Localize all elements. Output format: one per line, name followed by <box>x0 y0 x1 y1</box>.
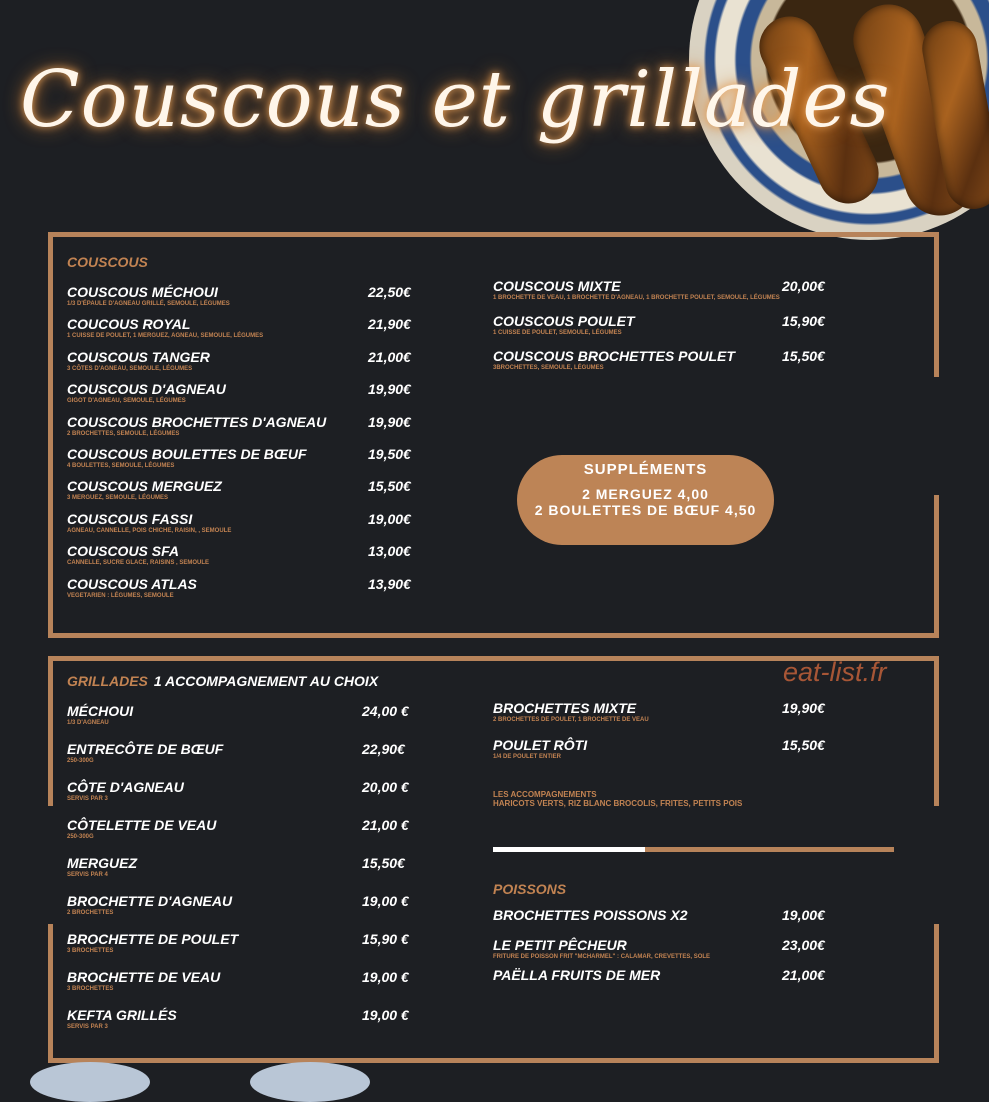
menu-item <box>493 348 735 372</box>
menu-item <box>67 969 220 993</box>
menu-item-description: 1/3 D'ÉPAULE D'AGNEAU GRILLÉ, SEMOULE, LÉGUMES <box>67 301 230 307</box>
menu-item-description: 2 BROCHETTES <box>67 910 114 916</box>
menu-item-price: 15,50€ <box>368 478 411 495</box>
menu-item <box>493 967 660 983</box>
menu-item-price: 20,00€ <box>782 278 825 294</box>
menu-item <box>67 284 230 308</box>
menu-item-description: 3 MERGUEZ, SEMOULE, LÉGUMES <box>67 495 169 502</box>
menu-item-name: COUSCOUS TANGER <box>67 348 210 365</box>
menu-item-name: CÔTE D'AGNEAU <box>67 779 184 795</box>
menu-item-description: 1 BROCHETTE DE VEAU, 1 BROCHETTE D'AGNEAU, 1 BROCHETTE POULET, SEMOULE, LÉGUMES <box>493 295 780 301</box>
grillades-subtitle: 1 ACCOMPAGNEMENT AU CHOIX <box>153 673 379 689</box>
menu-item-name: MÉCHOUI <box>67 703 134 719</box>
menu-item-price: 19,00€ <box>368 510 411 527</box>
menu-item-name: BROCHETTE D'AGNEAU <box>67 893 233 909</box>
menu-item-name: COUSCOUS BOULETTES DE BŒUF <box>67 446 307 462</box>
menu-item <box>493 313 635 337</box>
menu-item-description: 2 BROCHETTES, SEMOULE, LÉGUMES <box>67 430 180 437</box>
menu-item-name: KEFTA GRILLÉS <box>67 1007 177 1023</box>
menu-item <box>67 779 184 803</box>
menu-item <box>67 703 133 727</box>
bottom-plate-2 <box>250 1062 370 1102</box>
menu-item-description: CANNELLE, SUCRE GLACE, RAISINS , SEMOULE <box>67 560 210 567</box>
divider-copper <box>645 847 894 852</box>
accompaniments-list: HARICOTS VERTS, RIZ BLANC BROCOLIS, FRITES, PETITS POIS <box>493 799 743 808</box>
menu-item-name: COUSCOUS FASSI <box>67 510 193 527</box>
menu-item-price: 13,00€ <box>368 543 411 560</box>
menu-item-name: BROCHETTE DE VEAU <box>67 969 221 985</box>
supplements-badge <box>517 455 774 545</box>
menu-item-price: 21,00€ <box>782 967 825 983</box>
menu-item-description: 3 BROCHETTES <box>67 986 114 992</box>
menu-item-description: AGNEAU, CANNELLE, POIS CHICHE, RAISIN, , SEMOULE <box>67 527 232 534</box>
menu-item-price: 19,00€ <box>782 907 825 923</box>
menu-item-name: COUSCOUS D'AGNEAU <box>67 381 226 398</box>
menu-item <box>493 278 780 302</box>
menu-item-description: SERVIS PAR 3 <box>67 796 108 802</box>
menu-item-name: BROCHETTE DE POULET <box>67 931 239 947</box>
menu-item-description: SERVIS PAR 3 <box>67 1024 108 1030</box>
menu-item-description: FRITURE DE POISSON FRIT "MCHARMEL" : CALAMAR, CREVETTES, SOLE <box>493 954 711 960</box>
menu-item-name: CÔTELETTE DE VEAU <box>67 817 217 833</box>
page-title: Couscous et grillades <box>20 55 891 145</box>
menu-item-description: SERVIS PAR 4 <box>67 872 108 878</box>
menu-item <box>67 1007 177 1031</box>
menu-item <box>493 937 710 961</box>
watermark: eat-list.fr <box>783 657 887 687</box>
menu-item-description: 1 CUISSE DE POULET, 1 MERGUEZ, AGNEAU, SEMOULE, LÉGUMES <box>67 333 264 340</box>
bottom-plate-1 <box>30 1062 150 1102</box>
menu-item-name: COUSCOUS SFA <box>67 543 180 560</box>
menu-item <box>67 414 326 438</box>
menu-item-description: 250-300G <box>67 834 94 840</box>
menu-item <box>493 737 587 761</box>
menu-item <box>67 931 238 955</box>
menu-item-price: 19,90€ <box>368 413 411 430</box>
menu-item <box>67 478 222 502</box>
grillades-section-title <box>67 673 378 689</box>
menu-item-price: 21,90€ <box>368 316 411 333</box>
menu-item-price: 15,50€ <box>782 737 825 753</box>
menu-item-name: COUSCOUS BROCHETTES D'AGNEAU <box>67 413 327 430</box>
menu-item-price: 22,50€ <box>368 284 411 300</box>
menu-item-description: 250-300G <box>67 758 94 764</box>
menu-item-price: 19,50€ <box>368 446 411 462</box>
menu-item <box>493 700 649 724</box>
menu-item-name: COUSCOUS MERGUEZ <box>67 478 222 495</box>
supplements-title: SUPPLÉMENTS <box>583 461 708 478</box>
menu-item-price: 15,50€ <box>362 855 405 871</box>
supplements-line-1: 2 MERGUEZ 4,00 <box>582 486 709 502</box>
menu-item-price: 24,00 € <box>362 703 409 719</box>
menu-item-name: COUSCOUS MIXTE <box>493 278 621 294</box>
menu-item-price: 19,90€ <box>782 700 825 716</box>
menu-item-name: COUSCOUS POULET <box>493 313 635 329</box>
menu-item-name: COUSCOUS MÉCHOUI <box>67 284 218 300</box>
menu-item <box>67 316 263 340</box>
couscous-section-title: COUSCOUS <box>67 254 148 270</box>
menu-item-description: 3 BROCHETTES <box>67 948 114 954</box>
menu-item-price: 20,00 € <box>362 779 409 795</box>
menu-item-description: 1/4 DE POULET ENTIER <box>493 754 562 760</box>
menu-item-name: PAËLLA FRUITS DE MER <box>493 967 661 983</box>
menu-item-description: 1/3 D'AGNEAU <box>67 720 109 726</box>
menu-item-description: 3 CÔTES D'AGNEAU, SEMOULE, LÉGUMES <box>67 365 193 372</box>
menu-item-price: 21,00 € <box>362 817 409 833</box>
menu-item <box>67 511 231 535</box>
menu-item <box>67 741 223 765</box>
menu-item <box>67 817 216 841</box>
menu-item-name: ENTRECÔTE DE BŒUF <box>67 741 224 757</box>
menu-item-description: 2 BROCHETTES DE POULET, 1 BROCHETTE DE VEAU <box>493 717 649 723</box>
grillades-title: GRILLADES <box>67 673 148 689</box>
menu-item <box>67 349 210 373</box>
menu-item-name: MERGUEZ <box>67 855 137 871</box>
divider-white <box>493 847 645 852</box>
menu-item-name: COUSCOUS BROCHETTES POULET <box>493 348 735 364</box>
menu-item-description: 1 CUISSE DE POULET, SEMOULE, LÉGUMES <box>493 330 622 336</box>
menu-item-name: POULET RÔTI <box>493 737 588 753</box>
menu-item-name: COUCOUS ROYAL <box>67 316 191 333</box>
menu-item-name: BROCHETTES POISSONS X2 <box>493 907 688 923</box>
menu-item-price: 19,00 € <box>362 893 409 909</box>
menu-item-name: BROCHETTES MIXTE <box>493 700 637 716</box>
menu-item-name: COUSCOUS ATLAS <box>67 575 197 592</box>
menu-item <box>67 576 197 600</box>
menu-item-price: 15,90€ <box>782 313 825 329</box>
menu-item-price: 13,90€ <box>368 575 411 592</box>
poissons-section-title: POISSONS <box>493 881 567 897</box>
menu-item-price: 23,00€ <box>782 937 825 953</box>
menu-item-price: 19,90€ <box>368 381 411 398</box>
accompaniments-title: LES ACCOMPAGNEMENTS <box>493 790 597 799</box>
menu-item-price: 21,00€ <box>368 348 411 365</box>
menu-item-name: LE PETIT PÊCHEUR <box>493 937 627 953</box>
menu-item-price: 19,00 € <box>362 969 409 985</box>
menu-item <box>67 855 137 879</box>
menu-item-price: 22,90€ <box>362 741 405 757</box>
menu-item-description: 3BROCHETTES, SEMOULE, LÉGUMES <box>493 365 604 371</box>
accompaniments <box>493 790 742 808</box>
menu-item <box>67 381 226 405</box>
menu-item <box>67 893 232 917</box>
menu-item-price: 15,50€ <box>782 348 825 364</box>
menu-item <box>493 907 687 923</box>
menu-item <box>67 543 209 567</box>
menu-item <box>67 446 307 470</box>
menu-item-price: 15,90 € <box>362 931 409 947</box>
menu-item-description: 4 BOULETTES, SEMOULE, LÉGUMES <box>67 463 175 469</box>
supplements-line-2: 2 BOULETTES DE BŒUF 4,50 <box>534 502 757 518</box>
menu-item-description: GIGOT D'AGNEAU, SEMOULE, LÉGUMES <box>67 398 186 405</box>
menu-item-price: 19,00 € <box>362 1007 409 1023</box>
menu-item-description: VEGETARIEN : LÉGUMES, SEMOULE <box>67 592 174 599</box>
